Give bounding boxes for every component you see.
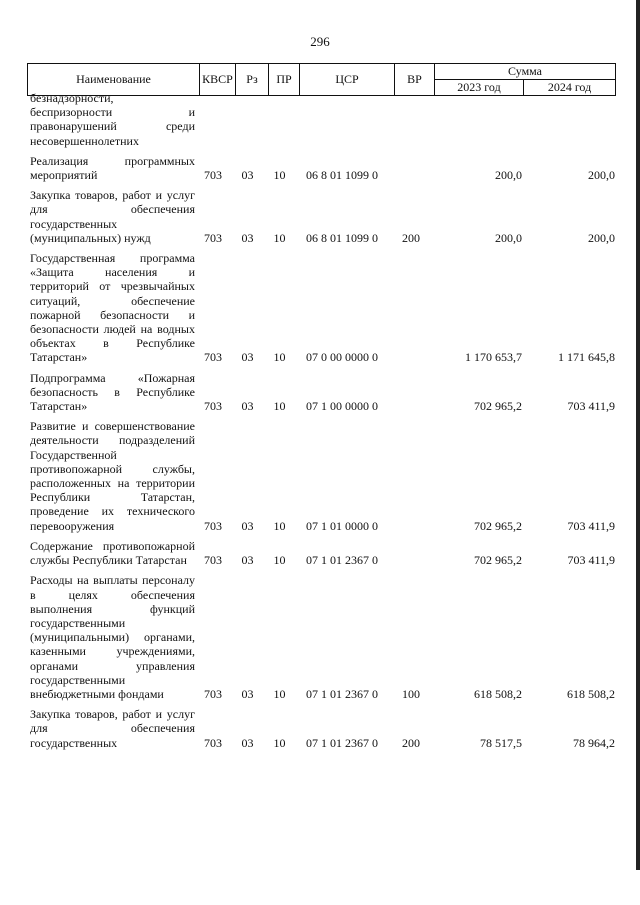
row-csr: 07 1 01 2367 0 xyxy=(306,735,378,750)
row-pr: 10 xyxy=(273,230,286,245)
table-row xyxy=(27,251,615,365)
header-pr: ПР xyxy=(269,64,300,96)
row-kvsr: 703 xyxy=(204,553,222,568)
row-sum-2023: 78 517,5 xyxy=(480,735,522,750)
row-name: Содержание противопожарной службы Республики Татарстан xyxy=(30,538,195,568)
row-sum-2024: 703 411,9 xyxy=(567,518,615,533)
row-sum-2024: 200,0 xyxy=(588,168,615,183)
header-csr: ЦСР xyxy=(300,64,395,96)
table-body xyxy=(27,91,615,756)
row-rz: 03 xyxy=(241,230,254,245)
row-vr: 100 xyxy=(402,686,420,701)
header-rz: Рз xyxy=(236,64,269,96)
row-sum-2024: 703 411,9 xyxy=(567,553,615,568)
row-name: Развитие и совершенствование деятельности подразделений Государственной противопожарной службы, расположенных на территории Республики Татарстан, проведение их технического перевооружения xyxy=(30,419,195,533)
row-pr: 10 xyxy=(273,686,286,701)
page-number: 296 xyxy=(310,34,330,49)
row-rz: 03 xyxy=(241,553,254,568)
table-row xyxy=(27,573,615,701)
row-sum-2023: 618 508,2 xyxy=(474,686,522,701)
row-csr: 07 1 01 2367 0 xyxy=(306,553,378,568)
row-sum-2024: 1 171 645,8 xyxy=(558,350,615,365)
row-sum-2023: 702 965,2 xyxy=(474,553,522,568)
row-sum-2024: 618 508,2 xyxy=(567,686,615,701)
row-rz: 03 xyxy=(241,399,254,414)
row-pr: 10 xyxy=(273,399,286,414)
row-pr: 10 xyxy=(273,553,286,568)
row-name: Закупка товаров, работ и услуг для обеспечения государственных xyxy=(30,707,195,750)
table-row xyxy=(27,188,615,245)
row-sum-2023: 702 965,2 xyxy=(474,518,522,533)
row-pr: 10 xyxy=(273,735,286,750)
row-name: Расходы на выплаты персоналу в целях обеспечения выполнения функций государственными (муниципальными) органами, казенными учреждениями, органами управления государственными внебюджетными фондами xyxy=(30,573,195,701)
row-csr: 07 1 00 0000 0 xyxy=(306,399,378,414)
row-pr: 10 xyxy=(273,518,286,533)
table-row xyxy=(27,154,615,182)
page-edge-shadow xyxy=(636,0,640,870)
row-sum-2023: 200,0 xyxy=(495,230,522,245)
row-kvsr: 703 xyxy=(204,399,222,414)
row-kvsr: 703 xyxy=(204,686,222,701)
row-rz: 03 xyxy=(241,735,254,750)
row-sum-2024: 78 964,2 xyxy=(573,735,615,750)
row-kvsr: 703 xyxy=(204,168,222,183)
row-csr: 07 1 01 0000 0 xyxy=(306,518,378,533)
header-sum: Сумма xyxy=(435,64,616,80)
row-pr: 10 xyxy=(273,350,286,365)
row-vr: 200 xyxy=(402,735,420,750)
header-year-2024: 2024 год xyxy=(524,80,616,96)
header-year-2023: 2023 год xyxy=(435,80,524,96)
row-sum-2024: 200,0 xyxy=(588,230,615,245)
row-sum-2024: 703 411,9 xyxy=(567,399,615,414)
row-rz: 03 xyxy=(241,168,254,183)
row-name: Подпрограмма «Пожарная безопасность в Республике Татарстан» xyxy=(30,370,195,414)
row-rz: 03 xyxy=(241,350,254,365)
row-kvsr: 703 xyxy=(204,350,222,365)
header-vr: ВР xyxy=(395,64,435,96)
row-kvsr: 703 xyxy=(204,735,222,750)
header-kvsr: КВСР xyxy=(200,64,236,96)
table-row xyxy=(27,371,615,414)
row-sum-2023: 702 965,2 xyxy=(474,399,522,414)
row-rz: 03 xyxy=(241,686,254,701)
row-csr: 06 8 01 1099 0 xyxy=(306,230,378,245)
row-name: Государственная программа «Защита населения и территорий от чрезвычайных ситуаций, обеспечение пожарной безопасности и безопасности людей на водных объектах в Республике Татарстан» xyxy=(30,251,195,365)
row-name: безнадзорности, беспризорности и правонарушений среди несовершеннолетних xyxy=(30,91,195,148)
row-csr: 07 1 01 2367 0 xyxy=(306,686,378,701)
row-csr: 06 8 01 1099 0 xyxy=(306,168,378,183)
table-row xyxy=(27,419,615,533)
row-vr: 200 xyxy=(402,230,420,245)
row-name: Реализация программных мероприятий xyxy=(30,153,195,183)
table-row xyxy=(27,707,615,750)
row-name: Закупка товаров, работ и услуг для обеспечения государственных (муниципальных) нужд xyxy=(30,188,195,245)
row-sum-2023: 1 170 653,7 xyxy=(465,350,522,365)
row-sum-2023: 200,0 xyxy=(495,168,522,183)
row-kvsr: 703 xyxy=(204,230,222,245)
table-row xyxy=(27,91,615,148)
row-kvsr: 703 xyxy=(204,518,222,533)
row-pr: 10 xyxy=(273,168,286,183)
row-csr: 07 0 00 0000 0 xyxy=(306,350,378,365)
row-rz: 03 xyxy=(241,518,254,533)
table-row xyxy=(27,539,615,567)
header-name: Наименование xyxy=(28,64,200,96)
